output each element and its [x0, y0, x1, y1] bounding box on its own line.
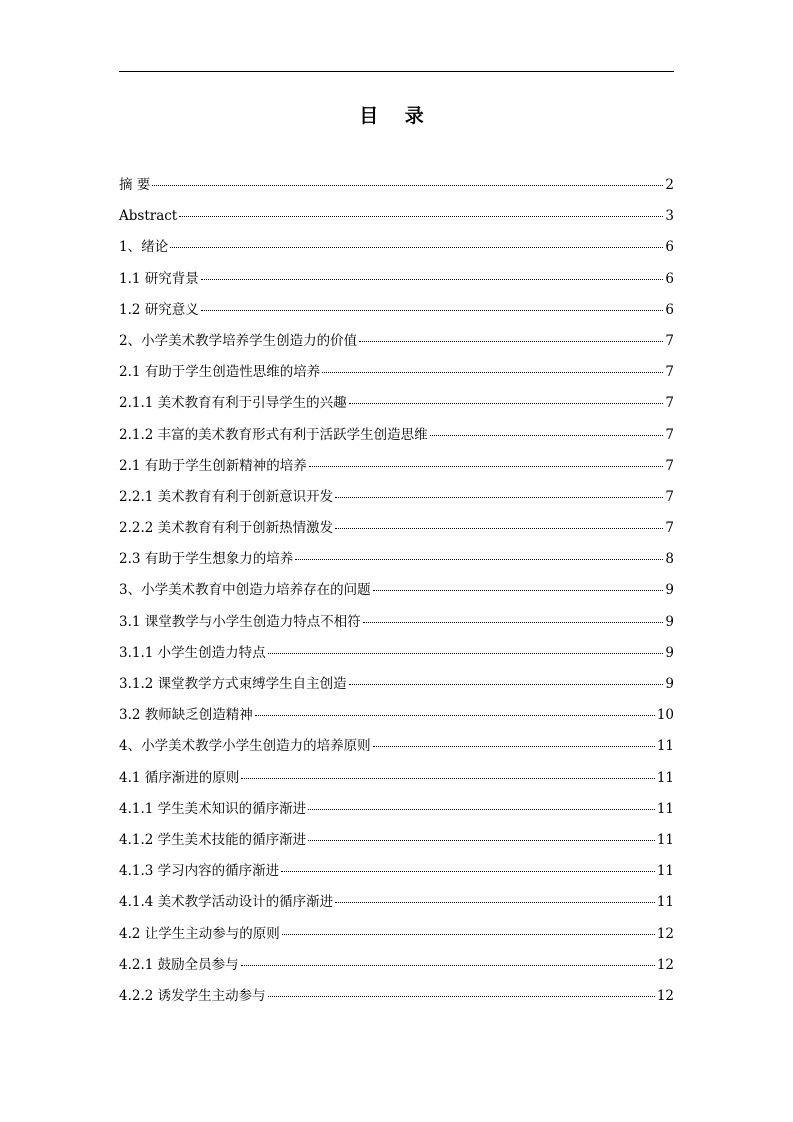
dot-leader [373, 746, 655, 747]
toc-entry[interactable] [119, 985, 674, 1016]
dot-leader [255, 715, 655, 716]
toc-entry-label: 3.1.2 课堂教学方式束缚学生自主创造 [119, 676, 347, 692]
dot-leader [282, 934, 655, 935]
dot-leader [309, 466, 664, 467]
dot-leader [281, 871, 655, 872]
toc-entry-page-number: 2 [665, 177, 674, 193]
toc-entry-page-number: 7 [665, 488, 674, 505]
dot-leader [359, 341, 663, 342]
dot-leader [430, 435, 664, 436]
toc-entry-page-number: 7 [665, 520, 674, 537]
toc-entry-label: 2.2.2 美术教育有利于创新热情激发 [119, 520, 334, 537]
toc-entry-label: 4.1.4 美术教学活动设计的循序渐进 [119, 894, 334, 911]
toc-entry-label: 2.1.2 丰富的美术教育形式有利于活跃学生创造思维 [119, 426, 428, 443]
toc-entry-page-number: 6 [665, 301, 674, 318]
dot-leader [373, 590, 664, 591]
dot-leader [322, 372, 663, 373]
toc-entry-page-number: 12 [656, 987, 674, 1004]
toc-entry[interactable] [119, 579, 674, 610]
toc-entry-label: 3.1.1 小学生创造力特点 [119, 644, 266, 661]
dot-leader [268, 653, 664, 654]
dot-leader [179, 216, 663, 217]
toc-entry[interactable] [119, 829, 674, 860]
toc-entry-label: 1.2 研究意义 [119, 301, 199, 318]
dot-leader [201, 279, 664, 280]
toc-entry[interactable] [119, 767, 674, 798]
toc-entry-label: 4.2.2 诱发学生主动参与 [119, 987, 266, 1004]
dot-leader [295, 559, 663, 560]
dot-leader [170, 247, 663, 248]
toc-entry-page-number: 11 [656, 831, 674, 848]
toc-entry[interactable] [119, 704, 674, 735]
toc-entry[interactable] [119, 798, 674, 829]
toc-entry[interactable] [119, 330, 674, 361]
dot-leader [335, 528, 663, 529]
toc-entry-label: Abstract [119, 208, 178, 225]
toc-entry-page-number: 7 [665, 395, 674, 412]
toc-entry-page-number: 9 [665, 644, 674, 661]
toc-entry[interactable] [119, 392, 674, 423]
dot-leader [349, 403, 664, 404]
toc-entry-label: 2.1 有助于学生创新精神的培养 [119, 457, 307, 474]
page-title: 目 录 [359, 105, 434, 127]
dot-leader [152, 185, 663, 186]
toc-entry-label: 摘 要 [119, 177, 151, 193]
dot-leader [349, 684, 664, 685]
toc-entry[interactable] [119, 735, 674, 766]
toc-entry-page-number: 9 [665, 613, 674, 630]
toc-entry[interactable] [119, 299, 674, 330]
toc-entry-page-number: 7 [665, 364, 674, 381]
toc-entry-label: 3.1 课堂教学与小学生创造力特点不相符 [119, 613, 361, 630]
header-rule [119, 71, 674, 72]
toc-entry[interactable] [119, 891, 674, 922]
toc-entry[interactable] [119, 548, 674, 579]
toc-entry-page-number: 9 [665, 582, 674, 599]
toc-entry-label: 2.1.1 美术教育有利于引导学生的兴趣 [119, 395, 347, 412]
dot-leader [335, 902, 655, 903]
dot-leader [363, 622, 664, 623]
toc-entry-label: 4.1 循序渐进的原则 [119, 769, 240, 786]
toc-entry-label: 2.1 有助于学生创造性思维的培养 [119, 364, 321, 381]
toc-entry-label: 4.1.1 学生美术知识的循序渐进 [119, 800, 307, 817]
toc-entry[interactable] [119, 860, 674, 891]
toc-entry[interactable] [119, 455, 674, 486]
toc-entry-label: 1、绪论 [119, 239, 169, 256]
toc-entry-label: 4.2.1 鼓励全员参与 [119, 956, 239, 973]
dot-leader [308, 809, 655, 810]
toc-entry-page-number: 7 [665, 457, 674, 474]
dot-leader [335, 497, 663, 498]
dot-leader [241, 965, 655, 966]
toc-entry-label: 4.2 让学生主动参与的原则 [119, 925, 280, 942]
toc-entry-label: 3、小学美术教育中创造力培养存在的问题 [119, 582, 371, 599]
dot-leader [268, 996, 655, 997]
toc-entry[interactable] [119, 954, 674, 985]
toc-entry-label: 2.3 有助于学生想象力的培养 [119, 551, 294, 568]
toc-entry-page-number: 11 [656, 800, 674, 817]
toc-entry-page-number: 11 [656, 863, 674, 880]
toc-entry[interactable] [119, 923, 674, 954]
toc-entry[interactable] [119, 611, 674, 642]
toc-entry[interactable] [119, 268, 674, 299]
toc-entry-page-number: 9 [665, 676, 674, 692]
toc-entry[interactable] [119, 673, 674, 704]
toc-entry-page-number: 11 [656, 769, 674, 786]
toc-entry-page-number: 11 [656, 738, 674, 755]
toc-entry-label: 4.1.3 学习内容的循序渐进 [119, 863, 280, 880]
toc-list [119, 174, 674, 1016]
toc-entry-page-number: 7 [665, 426, 674, 443]
dot-leader [241, 778, 655, 779]
toc-entry-page-number: 3 [665, 208, 674, 225]
toc-entry-page-number: 12 [656, 956, 674, 973]
toc-entry[interactable] [119, 236, 674, 267]
toc-entry-page-number: 6 [665, 239, 674, 256]
toc-entry[interactable] [119, 642, 674, 673]
toc-entry-label: 4、小学美术教学小学生创造力的培养原则 [119, 738, 371, 755]
toc-entry-label: 1.1 研究背景 [119, 270, 199, 287]
toc-entry[interactable] [119, 424, 674, 455]
dot-leader [201, 310, 664, 311]
toc-entry-label: 3.2 教师缺乏创造精神 [119, 707, 253, 724]
toc-entry[interactable] [119, 174, 674, 205]
toc-entry[interactable] [119, 205, 674, 236]
toc-entry[interactable] [119, 361, 674, 392]
toc-entry-page-number: 8 [665, 551, 674, 568]
toc-entry-label: 4.1.2 学生美术技能的循序渐进 [119, 831, 307, 848]
toc-entry[interactable] [119, 486, 674, 517]
toc-entry-page-number: 7 [665, 332, 674, 349]
toc-entry-label: 2、小学美术教学培养学生创造力的价值 [119, 332, 358, 349]
dot-leader [308, 840, 655, 841]
toc-entry-page-number: 10 [656, 707, 674, 724]
toc-entry-page-number: 11 [656, 894, 674, 911]
toc-entry[interactable] [119, 517, 674, 548]
toc-entry-page-number: 12 [656, 925, 674, 942]
toc-entry-label: 2.2.1 美术教育有利于创新意识开发 [119, 488, 334, 505]
toc-entry-page-number: 6 [665, 270, 674, 287]
